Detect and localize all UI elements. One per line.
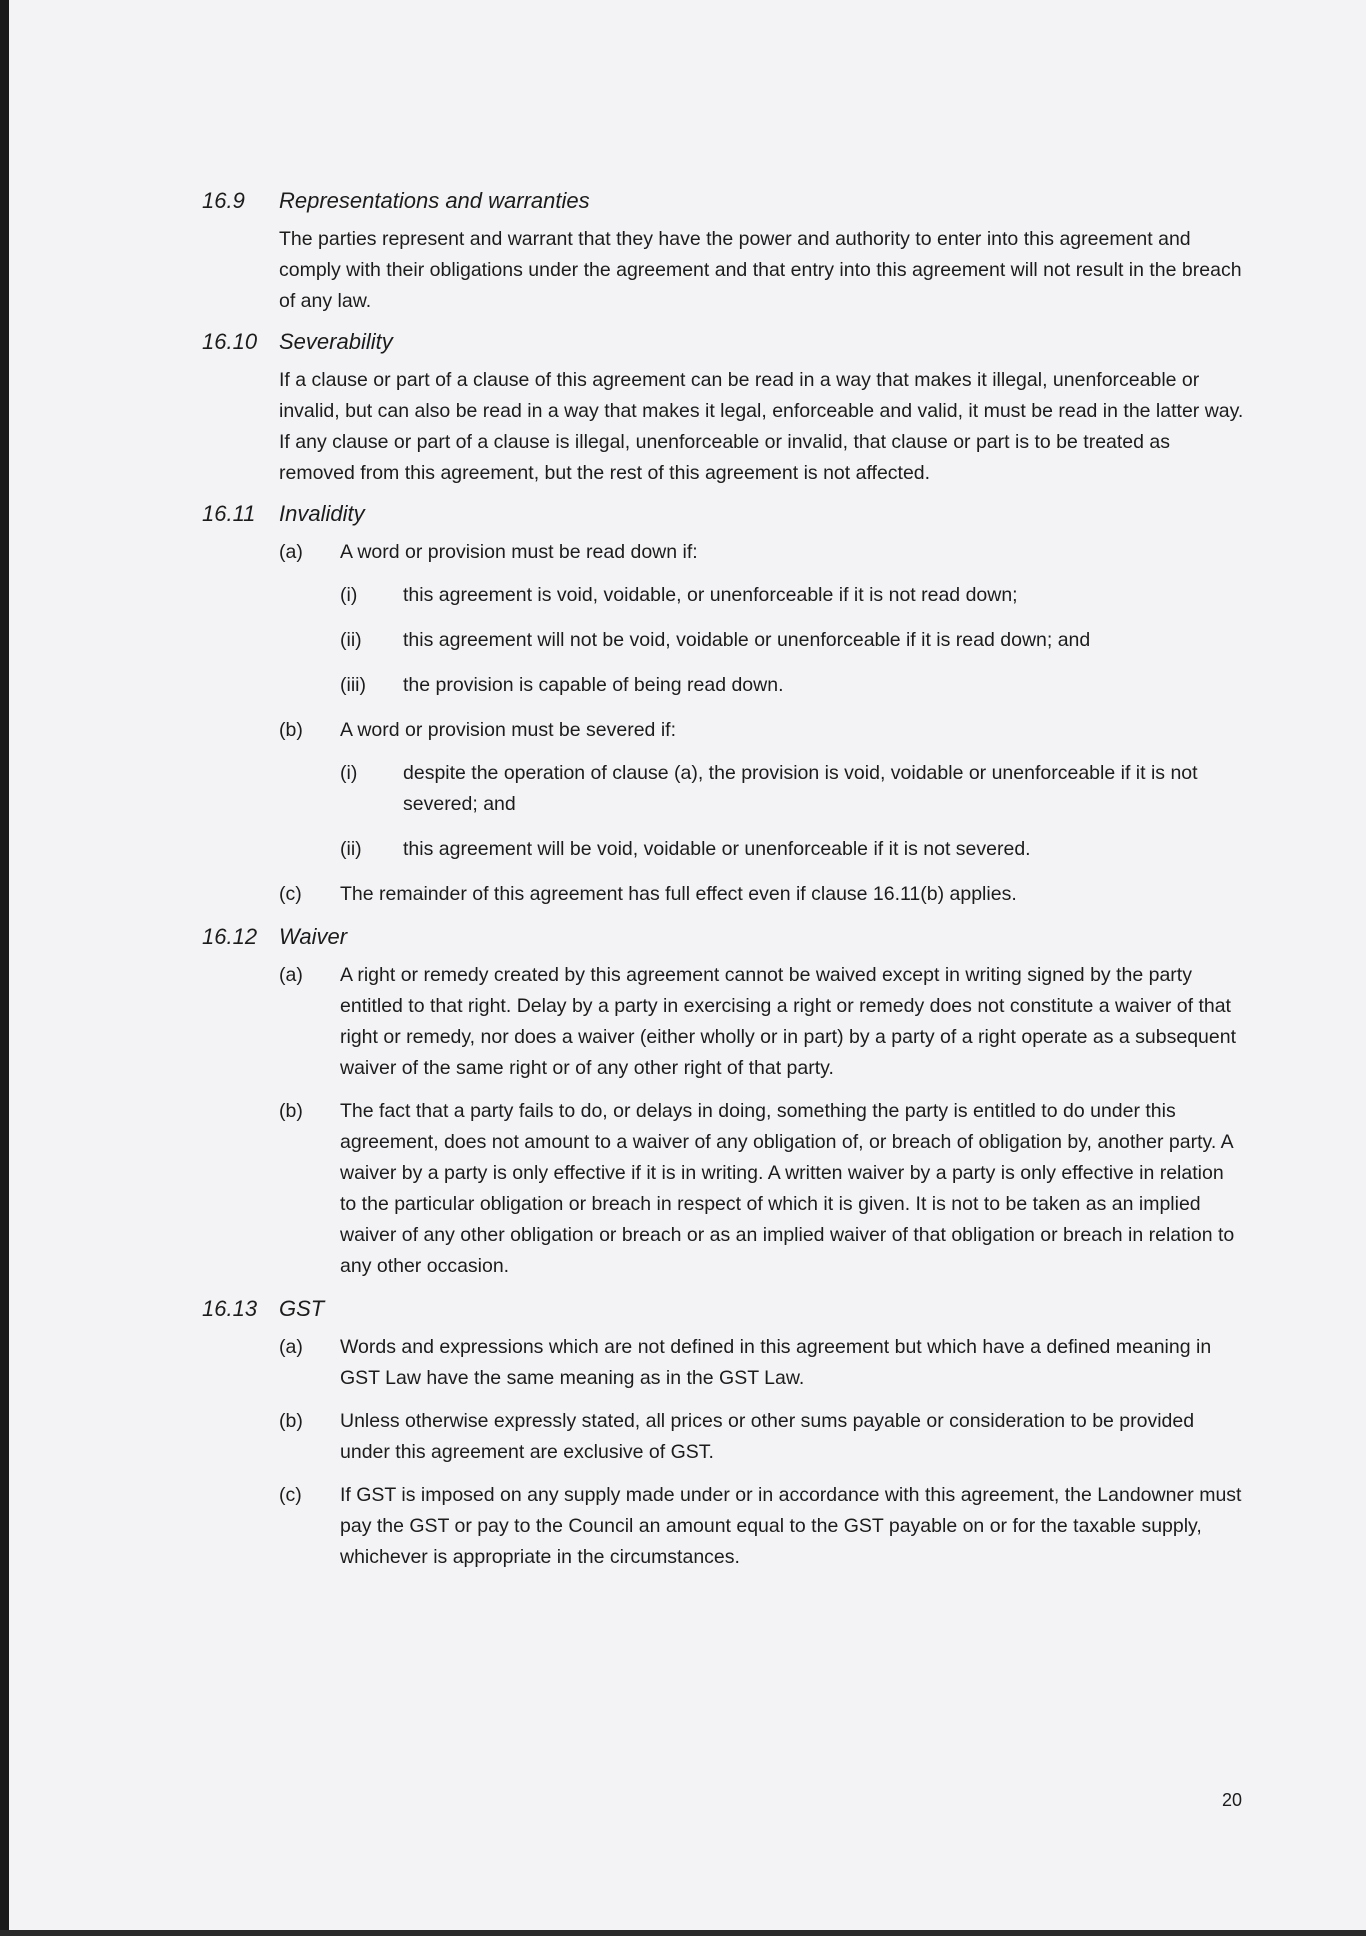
- clause-label: (c): [279, 883, 302, 905]
- subclause-item: [0, 580, 1366, 611]
- section-16-10: [0, 327, 1366, 489]
- subclause-label: (ii): [340, 629, 362, 651]
- section-title: Waiver: [279, 924, 348, 949]
- section-heading: [0, 499, 1366, 537]
- clause-label: (b): [279, 1100, 303, 1122]
- page-content: [0, 186, 1366, 1585]
- clause-text: A word or provision must be severed if:: [340, 719, 676, 741]
- page-number: 20: [1222, 1790, 1243, 1810]
- subclause-label: (i): [340, 584, 358, 606]
- clause-label: (a): [279, 964, 303, 986]
- clause-label: (a): [279, 541, 303, 563]
- subclause-text: this agreement is void, voidable, or unenforceable if it is not read down;: [403, 584, 1018, 606]
- clause-item: [0, 1480, 1366, 1573]
- clause-label: (b): [279, 1410, 303, 1432]
- clause-text: A right or remedy created by this agreement cannot be waived except in writing signed by the party entitled to that right. Delay by a party in exercising a right or remedy does not constitute a waiver of that right or remedy, nor does a waiver (either wholly or in part) by a party of a right operate as a subsequent waiver of the same right or of any other right of that party.: [340, 964, 1237, 1079]
- section-number: 16.11: [202, 501, 256, 526]
- section-title: Representations and warranties: [279, 188, 590, 213]
- section-16-11: [0, 499, 1366, 910]
- subclause-label: (i): [340, 762, 358, 784]
- clause-item: [0, 1096, 1366, 1282]
- section-heading: [0, 186, 1366, 224]
- section-heading: [0, 1294, 1366, 1332]
- clause-text: The fact that a party fails to do, or delays in doing, something the party is entitled to do under this agreement, does not amount to a waiver of any obligation of, or breach of obligation by, another party. A waiver by a party is only effective if it is in writing. A written waiver by a party is only effective in relation to the particular obligation or breach in respect of which it is given. It is not to be taken as an implied waiver of any other obligation or breach or as an implied waiver of that obligation or breach in relation to any other occasion.: [340, 1100, 1235, 1277]
- section-number: 16.12: [202, 924, 258, 949]
- clause-item: [0, 537, 1366, 568]
- section-title: GST: [279, 1296, 325, 1321]
- clause-text: If GST is imposed on any supply made under or in accordance with this agreement, the Landowner must pay the GST or pay to the Council an amount equal to the GST payable on or for the taxable supply, whichever is appropriate in the circumstances.: [340, 1484, 1242, 1568]
- section-heading: [0, 922, 1366, 960]
- section-title: Invalidity: [279, 501, 365, 526]
- clause-item: [0, 879, 1366, 910]
- section-16-9: [0, 186, 1366, 317]
- section-paragraph: If a clause or part of a clause of this agreement can be read in a way that makes it illegal, unenforceable or invalid, but can also be read in a way that makes it legal, enforceable and valid, it must be read in the latter way. If any clause or part of a clause is illegal, unenforceable or invalid, that clause or part is to be treated as removed from this agreement, but the rest of this agreement is not affected.: [279, 369, 1244, 484]
- clause-label: (a): [279, 1336, 303, 1358]
- subclause-text: this agreement will be void, voidable or unenforceable if it is not severed.: [403, 838, 1031, 860]
- clause-item: [0, 715, 1366, 746]
- clause-item: [0, 1406, 1366, 1468]
- section-number: 16.9: [202, 188, 245, 213]
- subclause-item: [0, 625, 1366, 656]
- clause-text: A word or provision must be read down if:: [340, 541, 698, 563]
- scan-bottom-edge: [0, 1930, 1366, 1936]
- clause-text: The remainder of this agreement has full effect even if clause 16.11(b) applies.: [340, 883, 1017, 905]
- section-16-12: [0, 922, 1366, 1282]
- section-number: 16.13: [202, 1296, 258, 1321]
- clause-label: (b): [279, 719, 303, 741]
- section-paragraph: The parties represent and warrant that they have the power and authority to enter into this agreement and comply with their obligations under the agreement and that entry into this agreement will not result in the breach of any law.: [279, 228, 1242, 312]
- section-16-13: [0, 1294, 1366, 1573]
- section-number: 16.10: [202, 329, 258, 354]
- clause-item: [0, 1332, 1366, 1394]
- section-title: Severability: [279, 329, 393, 354]
- clause-label: (c): [279, 1484, 302, 1506]
- subclause-label: (ii): [340, 838, 362, 860]
- subclause-text: this agreement will not be void, voidable or unenforceable if it is read down; and: [403, 629, 1091, 651]
- clause-text: Words and expressions which are not defined in this agreement but which have a defined meaning in GST Law have the same meaning as in the GST Law.: [340, 1336, 1212, 1389]
- clause-text: Unless otherwise expressly stated, all prices or other sums payable or consideration to be provided under this agreement are exclusive of GST.: [340, 1410, 1195, 1463]
- clause-item: [0, 960, 1366, 1084]
- subclause-item: [0, 834, 1366, 865]
- subclause-item: [0, 670, 1366, 701]
- subclause-item: [0, 758, 1366, 820]
- subclause-label: (iii): [340, 674, 366, 696]
- subclause-text: despite the operation of clause (a), the provision is void, voidable or unenforceable if it is not severed; and: [403, 762, 1198, 815]
- section-heading: [0, 327, 1366, 365]
- subclause-text: the provision is capable of being read down.: [403, 674, 784, 696]
